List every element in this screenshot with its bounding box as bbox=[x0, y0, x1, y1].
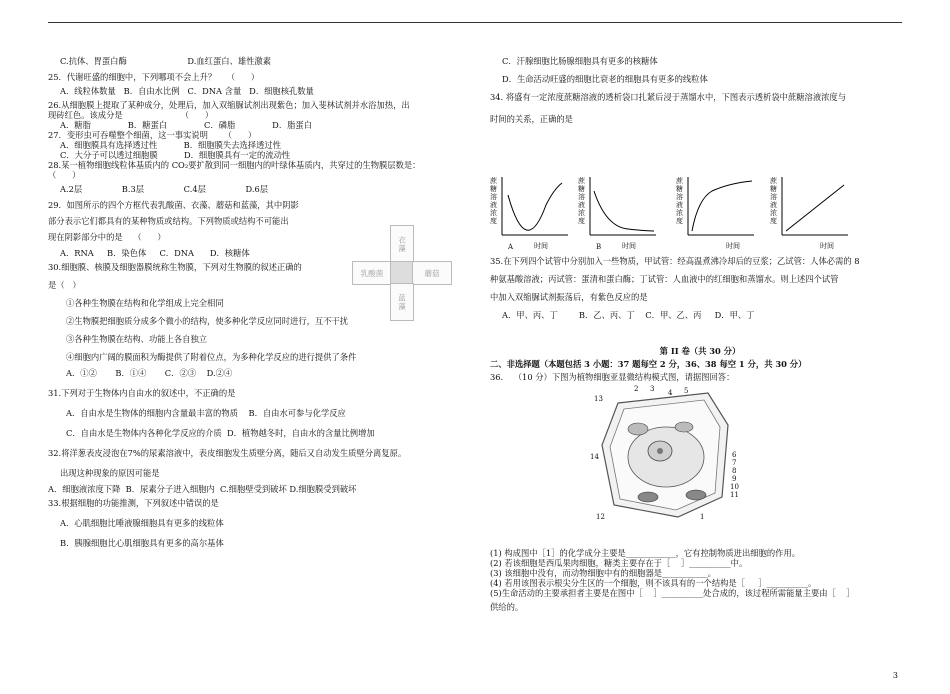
right-column-middle-line: 35.在下列四个试管中分别加入一些物质，甲试管：经高温煮沸冷却后的豆浆；乙试管：人体必需的 8 bbox=[490, 256, 860, 266]
graph-b-ylabel: 蔗糖溶液浓度 bbox=[578, 177, 585, 225]
subquestion-line: 供给的。 bbox=[490, 602, 524, 612]
left-column-line: A．细胞膜具有选择透过性 B．细胞膜失去选择透过性 bbox=[60, 140, 281, 150]
cell-label-4-top: 4 bbox=[668, 389, 673, 397]
page-number: 3 bbox=[892, 671, 898, 680]
graph-c-ylabel: 蔗糖溶液浓度 bbox=[676, 177, 683, 225]
cell-label-14: 14 bbox=[590, 453, 599, 461]
left-column-line: 是（ ） bbox=[48, 280, 81, 290]
cell-label-7: 7 bbox=[732, 459, 737, 467]
cell-label-9: 9 bbox=[732, 475, 737, 483]
subquestion-line: (3) 该细胞中没有，而动物细胞中有的细胞器是___________。 bbox=[490, 568, 716, 578]
graph-d-ylabel: 蔗糖溶液浓度 bbox=[770, 177, 777, 225]
graph-d-xlabel: 时间 bbox=[820, 242, 834, 250]
left-column-line: 25．代谢旺盛的细胞中，下列哪项不会上升？ （ ） bbox=[48, 72, 260, 82]
left-column-line: （ ） bbox=[48, 170, 81, 180]
question-36: 36. （10 分）下图为植物细胞亚显微结构模式图，请据图回答： bbox=[490, 372, 735, 382]
left-column-line: A．①② B．①④ C．②③ D.②④ bbox=[66, 368, 233, 378]
graph-b-xlabel: 时间 bbox=[622, 242, 636, 250]
cell-label-2: 2 bbox=[634, 385, 639, 393]
left-column-line: ③各种生物膜在结构、功能上各自独立 bbox=[66, 334, 208, 344]
cell-label-1: 1 bbox=[700, 513, 705, 521]
cell-label-12: 12 bbox=[596, 513, 605, 521]
graph-d-plot bbox=[780, 175, 850, 239]
subquestion-line: (2) 若该细胞是西瓜果肉细胞，糖类主要存在于［ ］__________中。 bbox=[490, 558, 748, 568]
right-column-top-line: D．生命活动旺盛的细胞比衰老的细胞具有更多的线粒体 bbox=[502, 74, 708, 84]
concentration-graphs bbox=[490, 175, 910, 251]
right-column-middle-line: 种氨基酸溶液；丙试管：蛋清和蛋白酶；丁试管：人血液中的红细胞和蒸馏水。则上述四个试管 bbox=[490, 274, 839, 284]
left-column-line: C．大分子可以透过细胞膜 D．细胞膜具有一定的流动性 bbox=[60, 150, 291, 160]
left-column-line: A．RNA B．染色体 C．DNA D．核糖体 bbox=[60, 248, 250, 258]
cell-label-10: 10 bbox=[730, 483, 739, 491]
right-column-top-line: 时间的关系，正确的是 bbox=[490, 114, 573, 124]
left-column-line: 现砖红色。该成分是 （ ） bbox=[48, 110, 214, 120]
graph-b-letter: B bbox=[596, 243, 602, 251]
cell-label-8: 8 bbox=[732, 467, 737, 475]
right-column-middle-line: 中加入双缩脲试剂振荡后，有紫色反应的是 bbox=[490, 292, 648, 302]
left-column-line: 30.细胞膜、核膜及细胞器膜统称生物膜，下列对生物膜的叙述正确的 bbox=[48, 262, 302, 272]
cell-label-3: 3 bbox=[650, 385, 655, 393]
section-two-header bbox=[490, 346, 910, 382]
left-column-line: C.抗体、胃蛋白酶 D.血红蛋白、雄性激素 bbox=[60, 56, 272, 66]
left-column-line: 29. 如图所示的四个方框代表乳酸菌、衣藻、蘑菇和蓝藻，其中阴影 bbox=[48, 200, 299, 210]
graph-b bbox=[578, 175, 658, 251]
section-subtitle: 二、非选择题（本题包括 3 小题：37 题每空 2 分，36、38 每空 1 分，共 30 分） bbox=[490, 359, 807, 369]
subquestion-line: (5)生命活动的主要承担者主要是在图中［ ］__________处合成的，该过程所需能量主要由［ ］ bbox=[490, 588, 855, 598]
graph-a-ylabel: 蔗糖溶液浓度 bbox=[490, 177, 497, 225]
graph-c-xlabel: 时间 bbox=[726, 242, 740, 250]
graph-a-plot bbox=[500, 175, 570, 239]
plant-cell-drawing bbox=[588, 385, 748, 525]
right-column-middle bbox=[490, 256, 910, 320]
left-column-line: 31.下列对于生物体内自由水的叙述中，不正确的是 bbox=[48, 388, 236, 398]
right-column-top-line: 34. 将盛有一定浓度蔗糖溶液的透析袋口扎紧后浸于蒸馏水中，下图表示透析袋中蔗糖溶液浓度与 bbox=[490, 92, 847, 102]
left-column-line: A．线粒体数量 B．自由水比例 C．DNA 含量 D．细胞核孔数量 bbox=[60, 86, 314, 96]
section-title: 第 II 卷（共 30 分） bbox=[659, 346, 741, 356]
left-column-line: 26.从细胞膜上提取了某种成分，处理后，加入双缩脲试剂出现紫色；加入斐林试剂并水浴加热，出 bbox=[48, 100, 410, 110]
subquestion-line: (4) 若用该图表示根尖分生区的一个细胞，则不该具有的一个结构是［ ］__________。 bbox=[490, 578, 817, 588]
venn-box-bottom: 蓝藻 bbox=[390, 283, 414, 321]
left-column-line: C．自由水是生物体内各种化学反应的介质 D．植物越冬时，自由水的含量比例增加 bbox=[66, 428, 375, 438]
graph-b-plot bbox=[588, 175, 658, 239]
left-column-line: A．心肌细胞比唾液腺细胞具有更多的线粒体 bbox=[60, 518, 224, 528]
right-column-top-line: C．汗腺细胞比肠腺细胞具有更多的核糖体 bbox=[502, 56, 658, 66]
left-column-line: 27．变形虫可吞噬整个细菌，这一事实说明 （ ） bbox=[48, 130, 257, 140]
graph-c-plot bbox=[686, 175, 756, 239]
cell-label-5: 5 bbox=[684, 387, 689, 395]
cell-label-11: 11 bbox=[730, 491, 739, 499]
question-36-subquestions bbox=[490, 548, 910, 612]
left-column-line: ②生物膜把细胞质分成多个微小的结构，使多种化学反应同时进行，互不干扰 bbox=[66, 316, 349, 326]
header-rule bbox=[48, 22, 902, 23]
subquestion-line: (1) 构成图中［1］的化学成分主要是____________，它有控制物质进出细胞的作用。 bbox=[490, 548, 801, 558]
left-column-line: ①各种生物膜在结构和化学组成上完全相同 bbox=[66, 298, 224, 308]
cell-label-6: 6 bbox=[732, 451, 737, 459]
left-column-line: ④细胞内广阔的膜面积为酶提供了附着位点，为多种化学反应的进行提供了条件 bbox=[66, 352, 357, 362]
cell-label-13: 13 bbox=[594, 395, 603, 403]
graph-d bbox=[770, 175, 850, 250]
venn-box-right: 蘑菇 bbox=[412, 261, 452, 285]
left-column-line: B．胰腺细胞比心肌细胞具有更多的高尔基体 bbox=[60, 538, 224, 548]
venn-shaded-overlap bbox=[390, 261, 414, 285]
left-column-line: A．糖脂 B．糖蛋白 C．磷脂 D．脂蛋白 bbox=[60, 120, 313, 130]
left-column-line: 现在阴影部分中的是 （ ） bbox=[48, 232, 166, 242]
left-column-line: 33.根据细胞的功能推测，下列叙述中错误的是 bbox=[48, 498, 219, 508]
right-column-middle-line: A．甲、丙、丁 B．乙、丙、丁 C．甲、乙、丙 D．甲、丁 bbox=[502, 310, 755, 320]
left-column-line: 28.某一植物细胞线粒体基质内的 CO₂要扩散到同一细胞内的叶绿体基质内，共穿过的生物膜层数是： bbox=[48, 160, 421, 170]
graph-c bbox=[676, 175, 756, 250]
graph-a-letter: A bbox=[508, 243, 514, 251]
venn-diagram bbox=[352, 225, 467, 325]
left-column-line: 32.将洋葱表皮浸泡在7%的尿素溶液中，表皮细胞发生质壁分离，随后又自动发生质壁分离复原。 bbox=[48, 448, 407, 458]
left-column-line: A．细胞液浓度下降 B．尿素分子进入细胞内 C.细胞壁受到破坏 D.细胞膜受到破坏 bbox=[48, 484, 357, 494]
graph-a-xlabel: 时间 bbox=[534, 242, 548, 250]
left-column-line: 出现这种现象的原因可能是 bbox=[60, 468, 160, 478]
left-column-line: 部分表示它们都具有的某种物质或结构。下列物质或结构不可能出 bbox=[48, 216, 289, 226]
right-column-top bbox=[490, 56, 910, 124]
venn-box-left: 乳酸菌 bbox=[352, 261, 392, 285]
left-column-line: A．自由水是生物体的细胞内含量最丰富的物质 B．自由水可参与化学反应 bbox=[66, 408, 346, 418]
venn-box-top: 衣藻 bbox=[390, 225, 414, 263]
plant-cell-diagram bbox=[588, 385, 748, 525]
graph-a bbox=[490, 175, 570, 251]
left-column-line: A.2层 B.3层 C.4层 D.6层 bbox=[60, 184, 269, 194]
